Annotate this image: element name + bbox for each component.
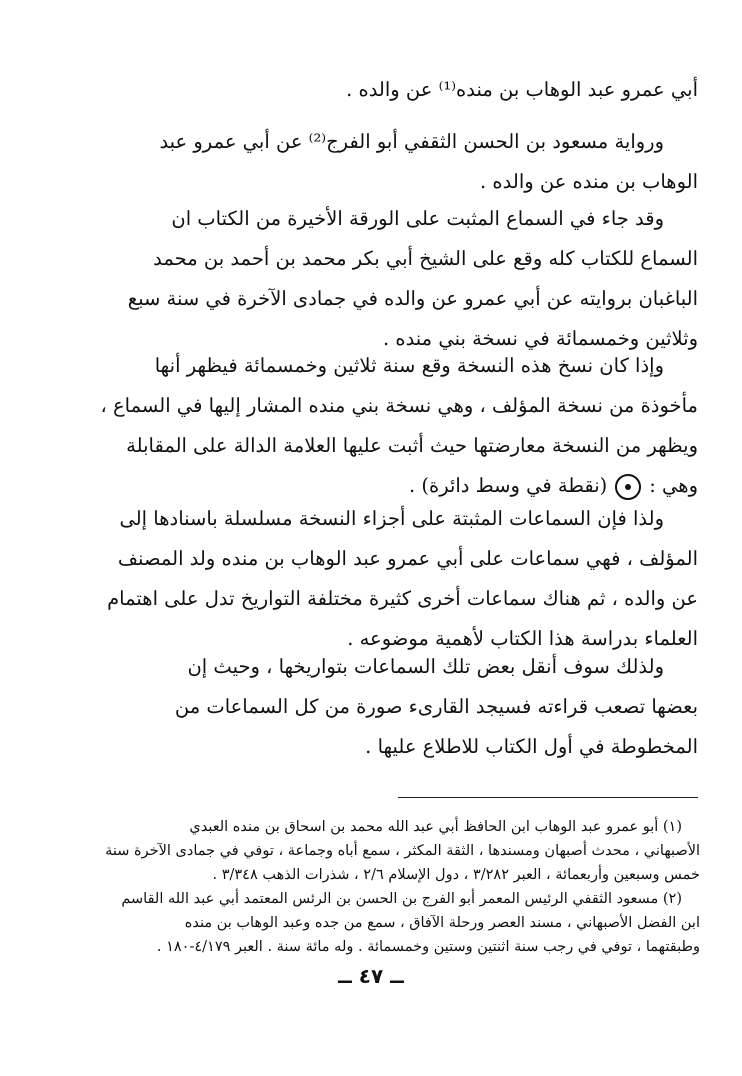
text-line: المخطوطة في أول الكتاب للاطلاع عليها . [365, 735, 698, 758]
text-line: المؤلف ، فهي سماعات على أبي عمرو عبد الوهاب بن منده ولد المصنف [117, 547, 698, 570]
text-line: ولذا فإن السماعات المثبتة على أجزاء النسخة مسلسلة باسنادها إلى [119, 507, 664, 530]
footnote-line: خمس وسبعين وأربعمائة ، العبر ٣/٢٨٢ ، دول الإسلام ٢/٦ ، شذرات الذهب ٣/٣٤٨ . [212, 867, 700, 883]
paragraph-5 [80, 499, 698, 659]
footnotes [80, 815, 700, 959]
text-line: العلماء بدراسة هذا الكتاب لأهمية موضوعه . [347, 627, 698, 650]
paragraph-2 [80, 122, 698, 202]
footnote-line: الأصبهاني ، محدث أصبهان ومسندها ، الثقة المكثر ، سمع أباه وجماعة ، توفي في جمادى الآخرة سنة [105, 843, 700, 859]
text-line: عن والده ، ثم هناك سماعات أخرى كثيرة مختلفة التواريخ تدل على اهتمام [107, 587, 698, 610]
text-line: وثلاثين وخمسمائة في نسخة بني منده . [382, 327, 698, 350]
text-line: أبي عمرو عبد الوهاب بن منده⁽¹⁾ عن والده . [346, 78, 698, 101]
footnote-line: (١) أبو عمرو عبد الوهاب ابن الحافظ أبي عبد الله محمد بن اسحاق بن منده العبدي [189, 819, 682, 835]
paragraph-6 [80, 647, 698, 767]
footnote-2 [80, 887, 700, 959]
text-line: الوهاب بن منده عن والده . [480, 170, 698, 193]
text-line: وقد جاء في السماع المثبت على الورقة الأخيرة من الكتاب ان [171, 207, 664, 230]
paragraph-3 [80, 199, 698, 359]
main-text [80, 122, 698, 202]
main-text [80, 199, 698, 359]
main-text [80, 499, 698, 659]
footnote-divider [398, 797, 698, 798]
footnote-line: ابن الفضل الأصبهاني ، مسند العصر ورحلة الآفاق ، سمع من جده وعبد الوهاب بن منده [184, 915, 700, 931]
paragraph-1 [80, 70, 698, 110]
text-line: مأخوذة من نسخة المؤلف ، وهي نسخة بني منده المشار إليها في السماع ، [100, 394, 698, 417]
paragraph-4 [80, 346, 698, 506]
text-line: السماع للكتاب كله وقع على الشيخ أبي بكر محمد بن أحمد بن محمد [153, 247, 698, 270]
text-fragment: (نقطة في وسط دائرة) . [408, 474, 608, 497]
text-line: ويظهر من النسخة معارضتها حيث أثبت عليها العلامة الدالة على المقابلة [126, 434, 698, 457]
text-line: ورواية مسعود بن الحسن الثقفي أبو الفرج⁽²⁾ عن أبي عمرو عبد [159, 130, 664, 153]
main-text [80, 346, 698, 506]
text-line: بعضها تصعب قراءته فسيجد القارىء صورة من كل السماعات من [174, 695, 698, 718]
text-line: وإذا كان نسخ هذه النسخة وقع سنة ثلاثين وخمسمائة فيظهر أنها [154, 354, 664, 377]
text-line: ولذلك سوف أنقل بعض تلك السماعات بتواريخها ، وحيث إن [187, 655, 664, 678]
circle-with-dot-icon [615, 474, 641, 500]
footnote-line: وطبقتهما ، توفي في رجب سنة اثنتين وستين وخمسمائة . وله مائة سنة . العبر ٤/١٧٩-١٨٠ . [156, 939, 700, 955]
main-text [80, 70, 698, 110]
main-text [80, 647, 698, 767]
footnote-line: (٢) مسعود الثقفي الرئيس المعمر أبو الفرج بن الحسن بن الرئس المعتمد أبي عبد الله القاسم [121, 891, 682, 907]
footnote-1 [80, 815, 700, 887]
text-fragment: وهي : [649, 474, 698, 497]
page-number: ــ ٤٧ ــ [338, 964, 404, 988]
text-line: الباغبان بروايته عن أبي عمرو عن والده في جمادى الآخرة في سنة سبع [127, 287, 698, 310]
